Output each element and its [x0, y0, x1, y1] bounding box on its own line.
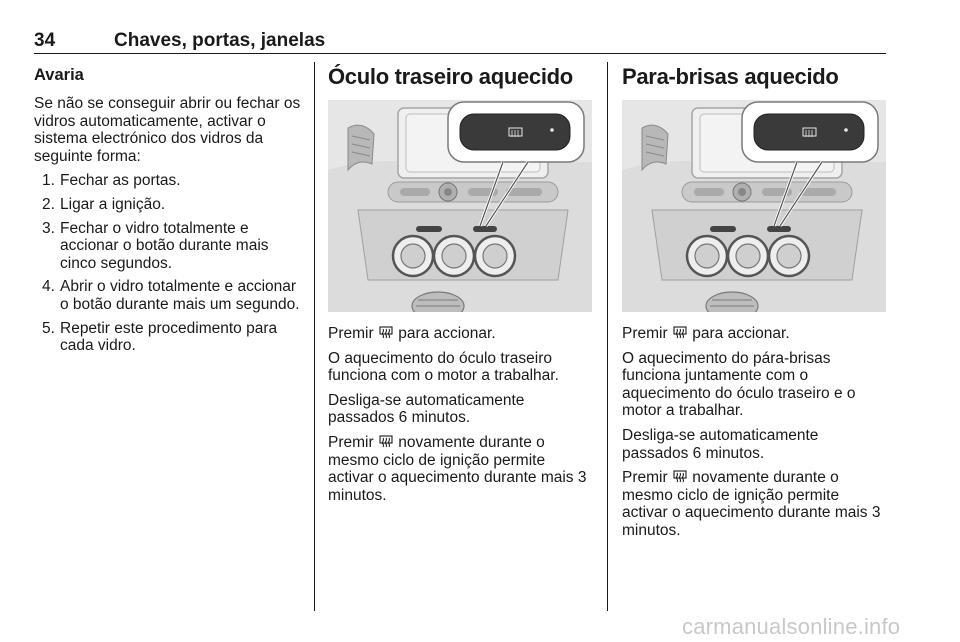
para-brisas-paragraph-3: Desliga-se automaticamente passados 6 minutos.: [622, 426, 819, 462]
dashboard-illustration: [328, 100, 592, 312]
list-item: 4. Abrir o vidro totalmente e accionar o botão durante mais um segundo.: [42, 278, 300, 313]
heated-window-icon: [673, 326, 687, 339]
list-item: 5. Repetir este procedimento para cada vidro.: [42, 319, 278, 355]
heated-window-icon: [379, 326, 393, 339]
list-item: 1. Fechar as portas.: [42, 172, 181, 190]
chapter-title: Chaves, portas, janelas: [114, 30, 326, 51]
avaria-steps: [34, 172, 302, 354]
oculo-paragraph-1: Premir para accionar.: [328, 325, 496, 342]
watermark: carmanualsonline.info: [682, 614, 901, 639]
column-divider-1: [314, 62, 315, 611]
avaria-intro: Se não se conseguir abrir ou fechar os vidros automaticamente, activar o sistema electrónico dos vidros da seguinte forma:: [34, 95, 301, 165]
section-heading-oculo-traseiro: Óculo traseiro aquecido: [328, 64, 573, 89]
dashboard-illustration: [622, 100, 886, 312]
page-header: [34, 30, 886, 54]
column-divider-2: [607, 62, 608, 611]
heated-window-icon: [673, 470, 687, 483]
oculo-paragraph-3: Desliga-se automaticamente passados 6 minutos.: [328, 391, 525, 427]
para-brisas-paragraph-1: Premir para accionar.: [622, 325, 790, 342]
list-item: 2. Ligar a ignição.: [42, 195, 166, 213]
section-heading-avaria: Avaria: [34, 66, 84, 84]
list-item: 3. Fechar o vidro totalmente e accionar o botão durante mais cinco segundos.: [42, 219, 269, 272]
para-brisas-paragraph-4: Premir novamente durante o mesmo ciclo de ignição permite activar o aquecimento durante mais 3 minutos.: [622, 469, 881, 539]
para-brisas-paragraph-2: O aquecimento do pára-brisas funciona juntamente com o aquecimento do óculo traseiro e o motor a trabalhar.: [622, 349, 856, 420]
section-heading-para-brisas: Para-brisas aquecido: [622, 64, 839, 89]
oculo-paragraph-2: O aquecimento do óculo traseiro funciona com o motor a trabalhar.: [328, 349, 559, 385]
oculo-paragraph-4: Premir novamente durante o mesmo ciclo de ignição permite activar o aquecimento durante mais 3 minutos.: [328, 433, 587, 504]
page-number: 34: [34, 30, 56, 51]
heated-window-icon: [379, 435, 393, 448]
